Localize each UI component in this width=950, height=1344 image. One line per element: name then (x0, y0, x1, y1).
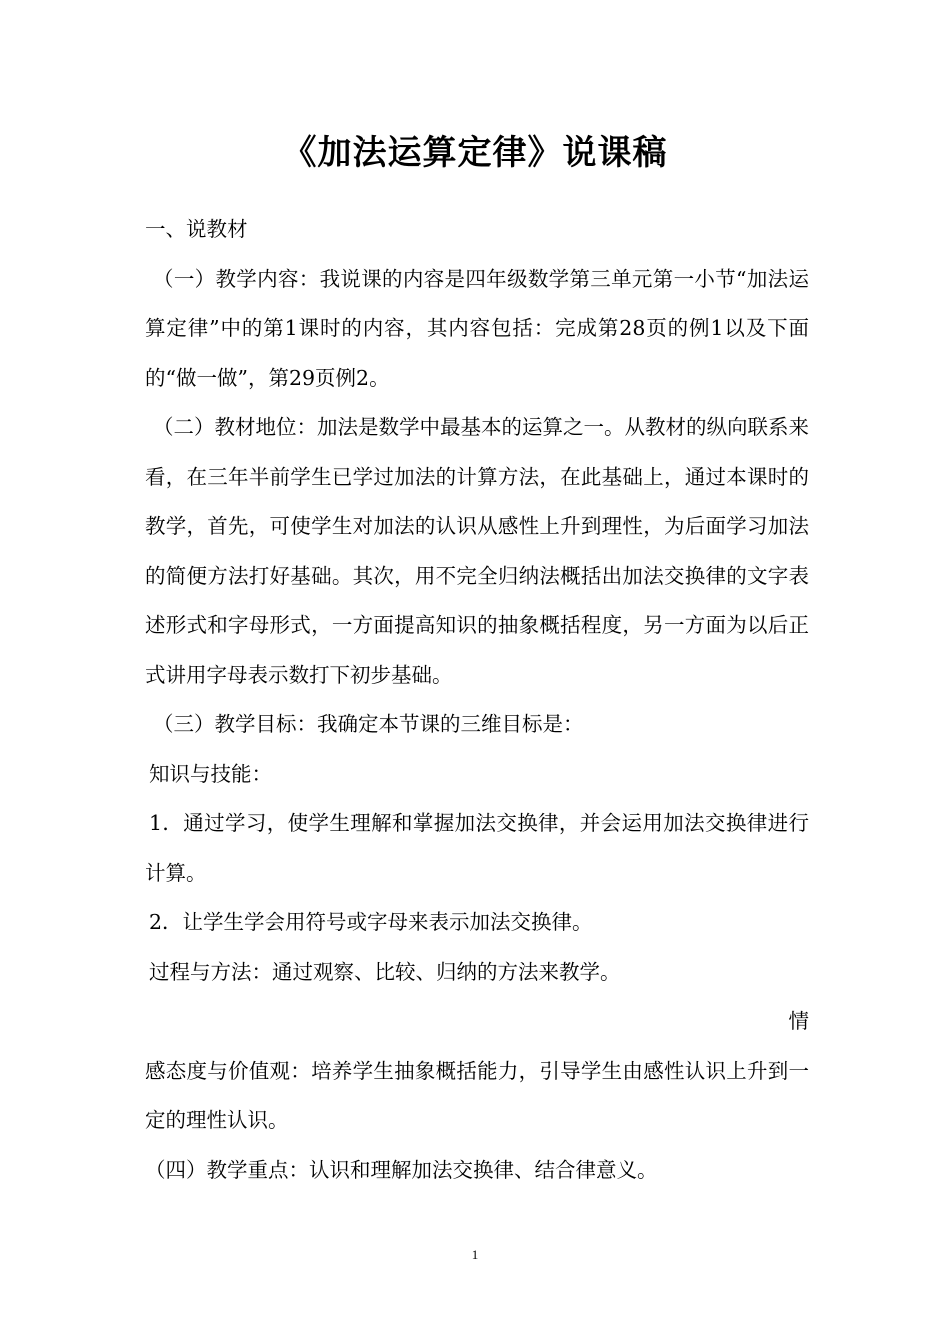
page-number: 1 (471, 1247, 479, 1262)
list-item-2: 2．让学生学会用符号或字母来表示加法交换律。 (149, 910, 593, 934)
document-title: 《加法运算定律》说课稿 (282, 133, 668, 173)
paragraph-emotion-values: 感态度与价值观：培养学生抽象概括能力，引导学生由感性认识上升到一定的理性认识。 (145, 1058, 809, 1132)
paragraph-emotion-fragment: 情 (788, 1009, 809, 1033)
paragraph-teaching-goals: （三）教学目标：我确定本节课的三维目标是： (153, 712, 584, 736)
subheading-knowledge-skills: 知识与技能： (149, 761, 272, 786)
list-item-1: 1．通过学习，使学生理解和掌握加法交换律，并会运用加法交换律进行计算。 (145, 811, 809, 885)
section-heading-textbook: 一、说教材 (145, 217, 248, 241)
document-body (145, 205, 809, 1195)
paragraph-process-methods: 过程与方法：通过观察、比较、归纳的方法来教学。 (149, 959, 621, 984)
paragraph-teaching-focus: （四）教学重点：认识和理解加法交换律、结合律意义。 (145, 1157, 658, 1182)
paragraph-teaching-content: （一）教学内容：我说课的内容是四年级数学第三单元第一小节“加法运算定律”中的第1课时的内容，其内容包括：完成第28页的例1以及下面的“做一做”，第29页例2。 (145, 266, 809, 390)
paragraph-textbook-position: （二）教材地位：加法是数学中最基本的运算之一。从教材的纵向联系来看，在三年半前学生已学过加法的计算方法，在此基础上，通过本课时的教学，首先，可使学生对加法的认识从感性上升到理性，为后面学习加法的简便方法打好基础。其次，用不完全归纳法概括出加法交换律的文字表述形式和字母形式，一方面提高知识的抽象概括程度，另一方面为以后正式讲用字母表示数打下初步基础。 (145, 415, 809, 687)
